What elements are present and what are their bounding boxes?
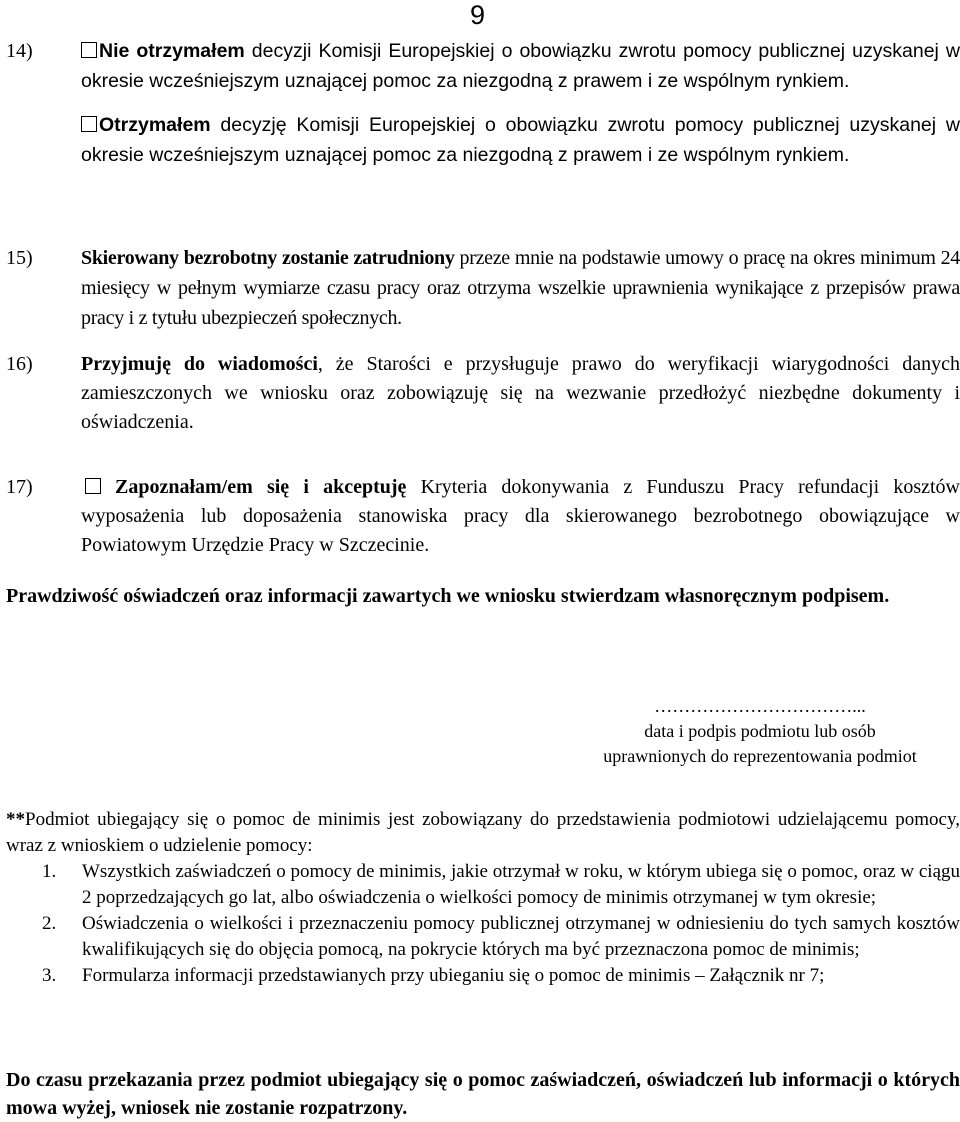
list-item — [42, 859, 960, 911]
list-item-number: 3. — [42, 965, 57, 986]
signature-block — [560, 694, 960, 769]
option-received-label: Otrzymałem — [99, 114, 211, 136]
item-17 — [6, 473, 960, 560]
checkbox-accept-criteria[interactable] — [85, 478, 101, 494]
required-documents-list — [6, 859, 960, 989]
item-15-text: przeze mnie na podstawie umowy o pracę na okres minimum 24 miesięcy w pełnym wymiarze czasu pracy oraz otrzyma wszelkie uprawnienia wynikające z przepisów prawa pracy i z tytułu ubezpieczeń społecznych. — [81, 247, 960, 329]
option-received — [81, 110, 960, 170]
item-16-body — [81, 350, 960, 437]
list-item — [42, 963, 960, 989]
signature-caption-line-2: uprawnionych do reprezentowania podmiot — [603, 746, 917, 766]
signature-dots: ……………………………... — [654, 696, 866, 716]
checkbox-received[interactable] — [81, 116, 97, 132]
footnote-intro — [6, 807, 960, 859]
footnote-section — [6, 807, 960, 989]
item-15-number: 15) — [6, 247, 33, 269]
option-not-received-label: Nie otrzymałem — [99, 40, 245, 62]
list-item-text: Wszystkich zaświadczeń o pomocy de minimis, jakie otrzymał w roku, w którym ubiega się o pomoc, oraz w ciągu 2 poprzedzających go lat, albo oświadczenia o wielkości pomocy de minimis otrzymanej w tym okresie; — [82, 861, 960, 908]
item-16-number: 16) — [6, 353, 33, 375]
checkbox-not-received[interactable] — [81, 42, 97, 58]
option-received-text: decyzję Komisji Europejskiej o obowiązku zwrotu pomocy publicznej uzyskanej w okresie wcześniejszym uznającej pomoc za niezgodną z prawem i ze wspólnym rynkiem. — [81, 114, 960, 166]
list-item-text: Oświadczenia o wielkości i przeznaczeniu pomocy publicznej otrzymanej w odniesieniu do tych samych kosztów kwalifikujących się do objęcia pomocą, na pokrycie których ma być przeznaczona pomoc de minimis; — [82, 913, 960, 960]
item-17-number: 17) — [6, 476, 33, 498]
item-16-bold: Przyjmuję do wiadomości — [81, 353, 318, 375]
signature-caption-line-1: data i podpis podmiotu lub osób — [644, 721, 876, 741]
item-15-body — [81, 243, 960, 333]
item-14-number: 14) — [6, 40, 33, 62]
list-item-number: 2. — [42, 913, 57, 934]
item-16 — [6, 350, 960, 437]
item-14-body — [81, 36, 960, 170]
item-15 — [6, 243, 960, 333]
item-14 — [6, 36, 960, 170]
item-17-body — [81, 473, 960, 560]
list-item — [42, 911, 960, 963]
item-15-bold: Skierowany bezrobotny zostanie zatrudniony — [81, 247, 455, 269]
item-17-bold: Zapoznałam/em się i akceptuję — [115, 476, 407, 498]
option-not-received — [81, 36, 960, 96]
item-16-text: , że Starości e przysługuje prawo do weryfikacji wiarygodności danych zamieszczonych we wniosku oraz zobowiązuję się na wezwanie przedłożyć niezbędne dokumenty i oświadczenia. — [81, 353, 960, 433]
declaration: Prawdziwość oświadczeń oraz informacji zawartych we wniosku stwierdzam własnoręcznym podpisem. — [6, 585, 890, 607]
list-item-text: Formularza informacji przedstawianych przy ubieganiu się o pomoc de minimis – Załącznik nr 7; — [82, 965, 825, 986]
list-item-number: 1. — [42, 861, 57, 882]
option-not-received-text: decyzji Komisji Europejskiej o obowiązku zwrotu pomocy publicznej uzyskanej w okresie wcześniejszym uznającej pomoc za niezgodną z prawem i ze wspólnym rynkiem. — [81, 40, 960, 92]
footnote-intro-text: Podmiot ubiegający się o pomoc de minimis jest zobowiązany do przedstawienia podmiotowi udzielającemu pomocy, wraz z wnioskiem o udzielenie pomocy: — [6, 809, 960, 856]
page-number: 9 — [470, 0, 486, 30]
footnote-stars: ** — [6, 809, 25, 830]
item-17-text: Kryteria dokonywania z Funduszu Pracy refundacji kosztów wyposażenia lub doposażenia stanowiska pracy dla skierowanego bezrobotnego obowiązujące w Powiatowym Urzędzie Pracy w Szczecinie. — [81, 476, 960, 556]
final-statement: Do czasu przekazania przez podmiot ubiegający się o pomoc zaświadczeń, oświadczeń lub informacji o których mowa wyżej, wniosek nie zostanie rozpatrzony. — [6, 1069, 960, 1119]
